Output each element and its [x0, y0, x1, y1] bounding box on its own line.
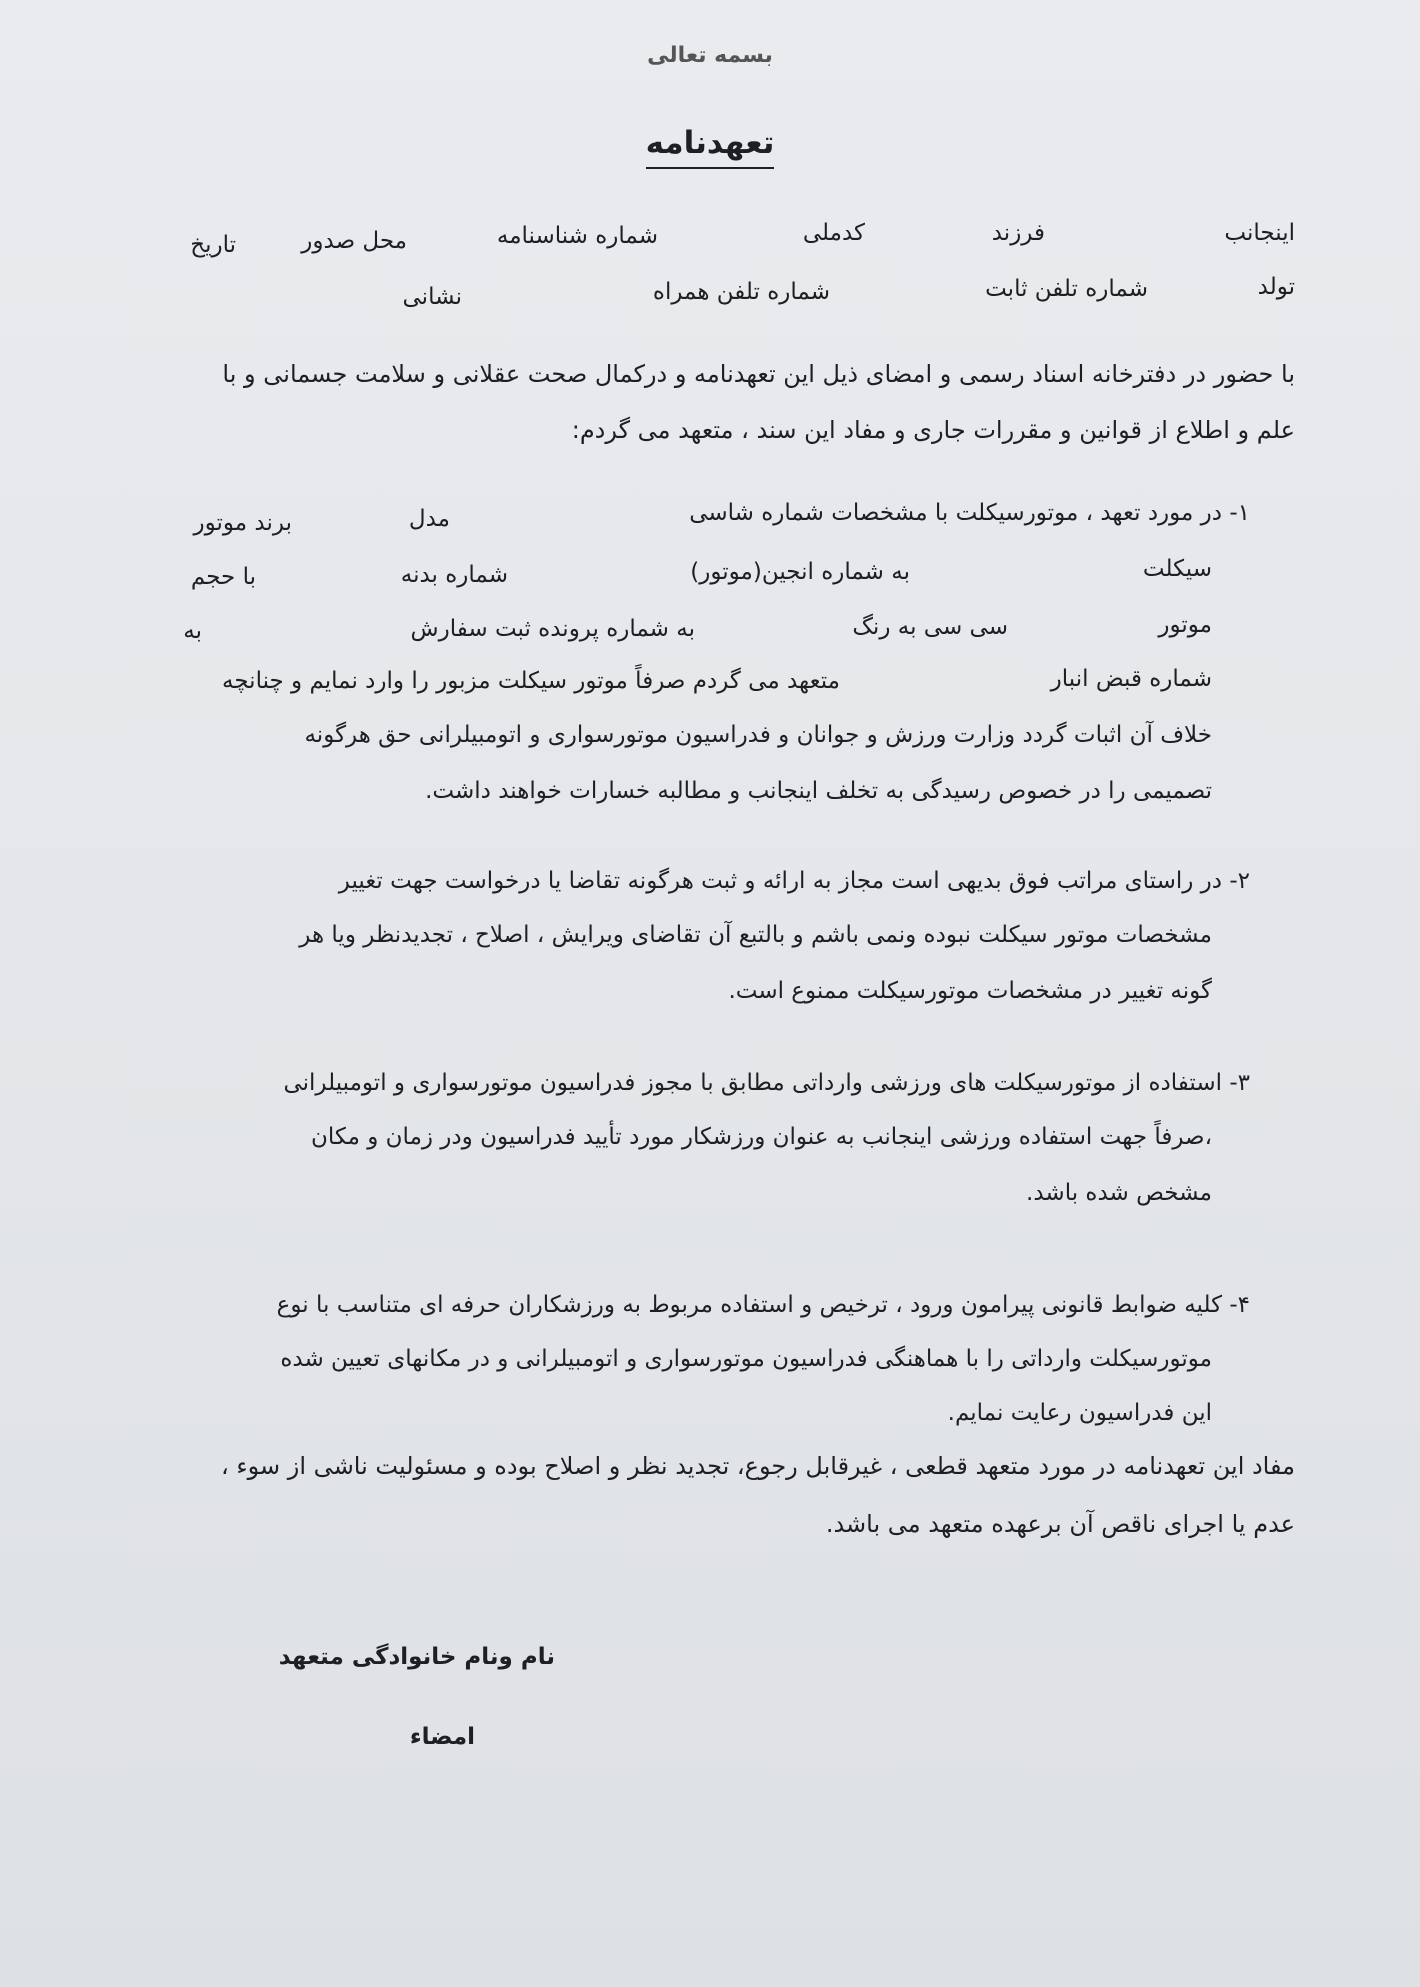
closing-line1: مفاد این تعهدنامه در مورد متعهد قطعی ، غیرقابل رجوع، تجدید نظر و اصلاح بوده و مسئولیت ناشی از سوء ،: [221, 1452, 1295, 1480]
field-date: تاریخ: [190, 232, 236, 258]
signature-name-label: نام ونام خانوادگی متعهد: [278, 1644, 555, 1670]
document-title: تعهدنامه: [646, 125, 775, 169]
field-mobile: شماره تلفن همراه: [652, 279, 830, 305]
clause1-line2-d: با حجم: [190, 564, 256, 590]
clause4-line1: ۴- کلیه ضوابط قانونی پیرامون ورود ، ترخیص و استفاده مربوط به ورزشکاران حرفه ای متناسب با نوع: [276, 1292, 1250, 1318]
clause1-line3-d: به: [183, 618, 202, 644]
field-landline: شماره تلفن ثابت: [985, 276, 1148, 302]
clause3-line3: مشخص شده باشد.: [1026, 1180, 1212, 1206]
clause1-line4-b: متعهد می گردم صرفاً موتور سیکلت مزبور را وارد نمایم و چنانچه: [221, 668, 840, 694]
field-id-number: شماره شناسنامه: [496, 223, 658, 249]
clause1-line6: تصمیمی را در خصوص رسیدگی به تخلف اینجانب و مطالبه خسارات خواهند داشت.: [425, 778, 1212, 804]
clause1-line1-c: برند موتور: [193, 510, 292, 536]
intro-line-1: با حضور در دفترخانه اسناد رسمی و امضای ذیل این تعهدنامه و درکمال صحت عقلانی و سلامت جسمانی و با: [222, 360, 1295, 388]
clause1-line3-a: موتور: [1158, 612, 1212, 638]
clause1-line3-c: به شماره پرونده ثبت سفارش: [410, 616, 695, 642]
clause2-line3: گونه تغییر در مشخصات موتورسیکلت ممنوع است.: [728, 978, 1212, 1004]
clause1-line1-a: ۱- در مورد تعهد ، موتورسیکلت با مشخصات شماره شاسی: [689, 500, 1250, 526]
invocation: بسمه تعالی: [647, 43, 773, 68]
clause1-line2-b: به شماره انجین(موتور): [690, 559, 910, 585]
clause1-line4-a: شماره قبض انبار: [1050, 666, 1212, 692]
clause1-line1-b: مدل: [408, 506, 450, 532]
clause2-line2: مشخصات موتور سیکلت نبوده ونمی باشم و بالتبع آن تقاضای ویرایش ، اصلاح ، تجدیدنظر ویا هر: [299, 922, 1212, 948]
clause1-line5: خلاف آن اثبات گردد وزارت ورزش و جوانان و فدراسیون موتورسواری و اتومبیلرانی حق هرگونه: [304, 722, 1212, 748]
clause3-line2: ،صرفاً جهت استفاده ورزشی اینجانب به عنوان ورزشکار مورد تأیید فدراسیون ودر زمان و مکان: [311, 1124, 1212, 1150]
intro-line-2: علم و اطلاع از قوانین و مقررات جاری و مفاد این سند ، متعهد می گردم:: [571, 416, 1295, 444]
clause3-line1: ۳- استفاده از موتورسیکلت های ورزشی وارداتی مطابق با مجوز فدراسیون موتورسواری و اتومبیلرانی: [283, 1070, 1250, 1096]
field-birth: تولد: [1257, 274, 1295, 300]
title-wrap: [600, 125, 820, 161]
field-national-code: کدملی: [802, 220, 865, 246]
field-address: نشانی: [402, 284, 462, 310]
closing-line2: عدم یا اجرای ناقص آن برعهده متعهد می باشد.: [825, 1510, 1295, 1538]
clause2-line1: ۲- در راستای مراتب فوق بدیهی است مجاز به ارائه و ثبت هرگونه تقاضا یا درخواست جهت تغییر: [338, 868, 1250, 894]
clause1-line3-b: سی سی به رنگ: [852, 614, 1008, 640]
field-place-of-issue: محل صدور: [301, 228, 407, 254]
clause1-line2-c: شماره بدنه: [400, 562, 508, 588]
field-child-of: فرزند: [991, 220, 1045, 246]
clause4-line3: این فدراسیون رعایت نمایم.: [947, 1400, 1212, 1426]
field-applicant: اینجانب: [1224, 220, 1295, 246]
clause4-line2: موتورسیکلت وارداتی را با هماهنگی فدراسیون موتورسواری و اتومبیلرانی و در مکانهای تعیین شده: [280, 1346, 1212, 1372]
clause1-line2-a: سیکلت: [1142, 556, 1212, 582]
signature-sign-label: امضاء: [409, 1724, 475, 1750]
